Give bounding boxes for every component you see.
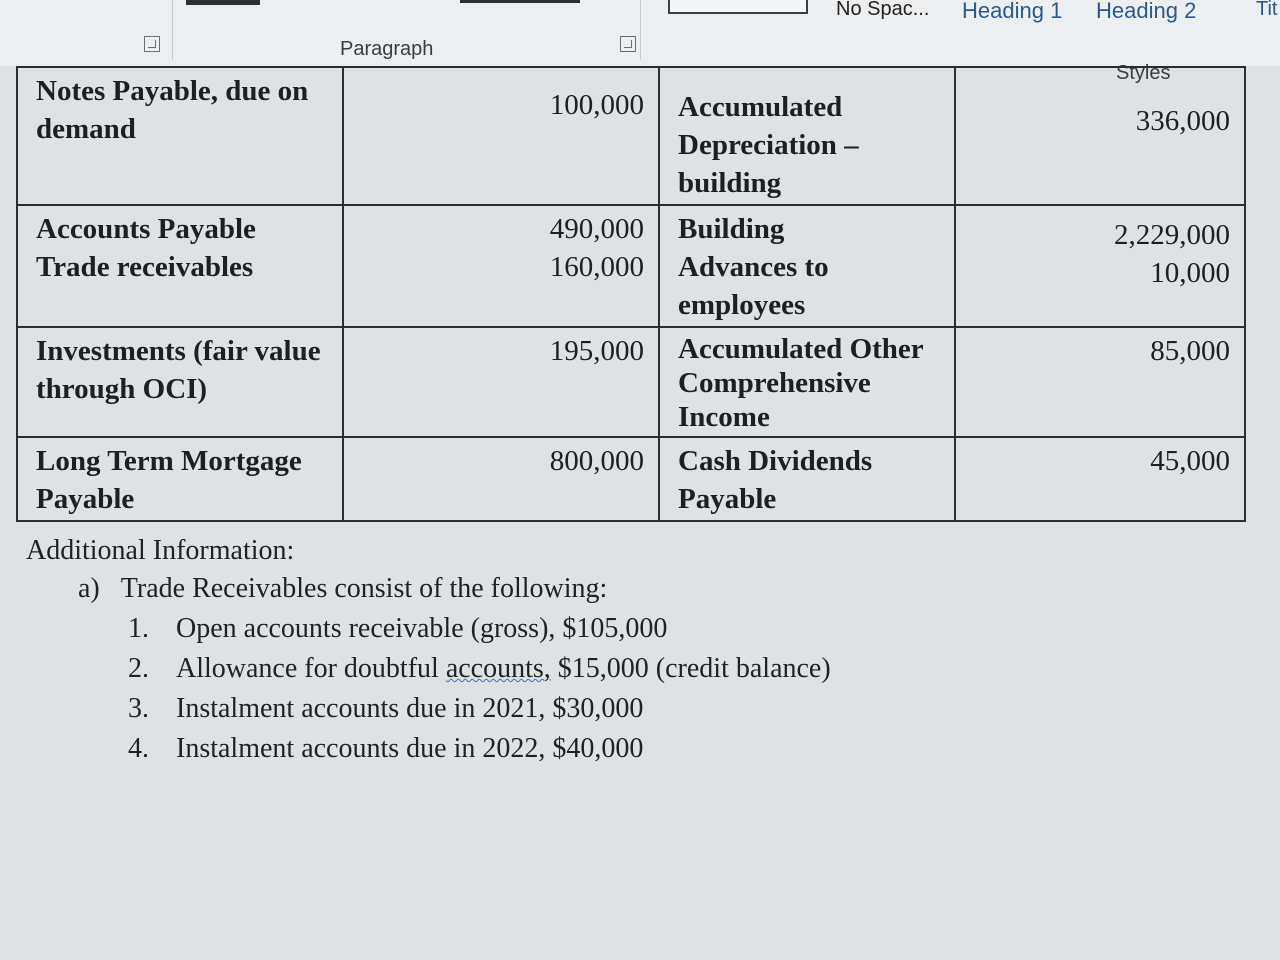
account-amount-pair (343, 205, 659, 327)
account-name: Building (678, 213, 785, 245)
table-row (17, 437, 1245, 521)
account-name: Accumulated Other Comprehensive Income (659, 327, 955, 437)
list-amount: $15,000 (credit balance) (550, 653, 831, 684)
account-name: Notes Payable, due on demand (17, 67, 343, 205)
receivables-list (128, 610, 831, 770)
table-row (17, 327, 1245, 437)
list-number: 1. (128, 613, 149, 644)
list-item (128, 730, 831, 770)
account-amount: 2,229,000 (1114, 219, 1230, 251)
list-number: 4. (128, 733, 149, 764)
account-amount: 336,000 (955, 67, 1245, 205)
account-amount: 490,000 (549, 213, 644, 245)
account-name: Accounts Payable (36, 213, 256, 245)
style-no-spacing[interactable]: No Spac... (836, 0, 930, 20)
list-text: Open accounts receivable (gross), (176, 613, 563, 644)
account-amount: 100,000 (343, 67, 659, 205)
style-title[interactable]: Tit (1256, 0, 1278, 20)
account-amount: 10,000 (1150, 257, 1230, 289)
subsection-heading: Trade Receivables consist of the following: (120, 573, 608, 604)
style-heading-2[interactable]: Heading 2 (1096, 0, 1197, 23)
list-amount: $105,000 (562, 613, 668, 644)
account-name-pair (17, 205, 343, 327)
list-number: 3. (128, 693, 149, 724)
styles-group-label: Styles (1116, 62, 1171, 84)
ribbon-divider (640, 0, 641, 60)
paragraph-dialog-launcher-icon[interactable] (620, 36, 636, 52)
account-name: Advances to employees (678, 251, 829, 321)
account-name-pair (659, 205, 955, 327)
subsection-a (78, 570, 607, 608)
account-amount: 195,000 (343, 327, 659, 437)
ribbon-button-fragment[interactable] (186, 0, 260, 5)
table-row (17, 205, 1245, 327)
list-text: Instalment accounts due in 2021, $30,000 (176, 693, 644, 724)
list-item (128, 610, 831, 650)
list-text: Instalment accounts due in 2022, $40,000 (176, 733, 644, 764)
paragraph-group-label: Paragraph (340, 38, 434, 60)
account-name: Long Term Mortgage Payable (17, 437, 343, 521)
document-page[interactable] (0, 62, 1280, 960)
ribbon (0, 0, 1280, 67)
account-balances-table (16, 66, 1246, 522)
list-item (128, 690, 831, 730)
account-amount: 160,000 (549, 251, 644, 283)
list-number: 2. (128, 653, 149, 684)
additional-information (26, 532, 831, 764)
account-name: Investments (fair value through OCI) (17, 327, 343, 437)
account-name: Cash Dividends Payable (659, 437, 955, 521)
spelling-flagged-word[interactable]: accounts, (445, 653, 551, 684)
list-text: Allowance for doubtful (176, 653, 446, 684)
account-amount-pair (955, 205, 1245, 327)
ribbon-button-fragment[interactable] (460, 0, 580, 3)
style-heading-1[interactable]: Heading 1 (962, 0, 1063, 23)
account-amount: 800,000 (343, 437, 659, 521)
ribbon-divider (172, 0, 173, 60)
font-dialog-launcher-icon[interactable] (144, 36, 160, 52)
account-amount: 45,000 (955, 437, 1245, 521)
table-row (17, 67, 1245, 205)
additional-info-title: Additional Information: (26, 535, 295, 566)
subsection-marker: a) (78, 573, 100, 604)
style-normal-tile[interactable] (668, 0, 808, 14)
list-item (128, 650, 831, 690)
account-name: Accumulated Depreciation – building (659, 67, 955, 205)
account-amount: 85,000 (955, 327, 1245, 437)
account-name: Trade receivables (36, 251, 254, 283)
